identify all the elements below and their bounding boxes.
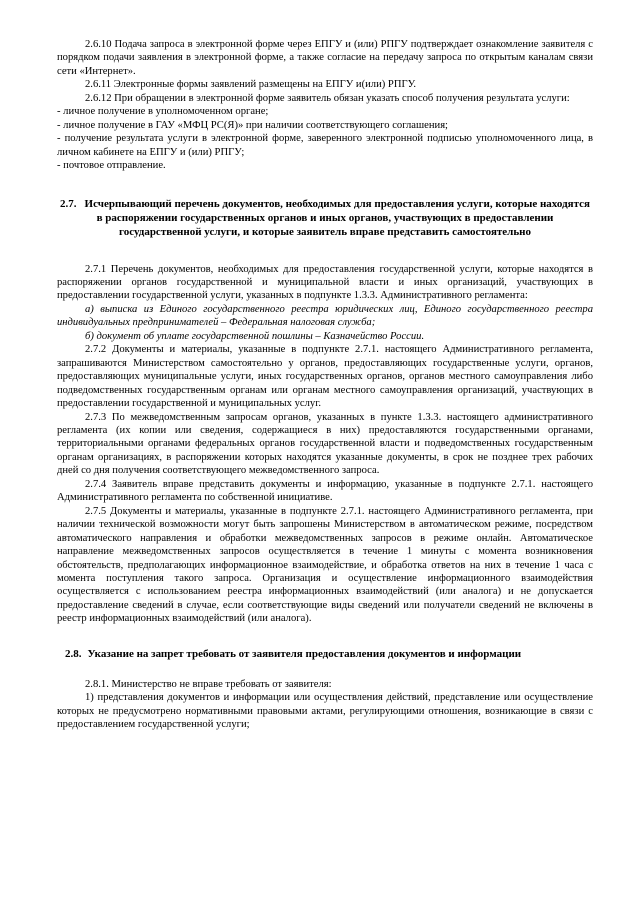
- section-title: Исчерпывающий перечень документов, необходимых для предоставления услуги, которые находятся в распоряжении государственных органов и иных органов, участвующих в предоставлении государственной услуги, и которые заявитель вправе представить самостоятельно: [84, 197, 590, 238]
- section-heading-2-8: [57, 647, 593, 661]
- para-2-6-12: 2.6.12 При обращении в электронной форме заявитель обязан указать способ получения результата услуги:: [85, 92, 570, 104]
- para-2-6-11: 2.6.11 Электронные формы заявлений размещены на ЕПГУ и(или) РПГУ.: [85, 79, 417, 91]
- section-title: Указание на запрет требовать от заявителя предоставления документов и информации: [87, 647, 522, 660]
- section-heading-2-7: [57, 197, 593, 239]
- para-2-8-1: 2.8.1. Министерство не вправе требовать от заявителя:: [85, 678, 332, 690]
- list-item-a: а) выписка из Единого государственного реестра юридических лиц, Единого государственного реестра индивидуальных предпринимателей – Федеральная налоговая служба;: [57, 303, 593, 329]
- list-item-b: б) документ об уплате государственной пошлины – Казначейство России.: [85, 330, 425, 342]
- para-2-7-2: 2.7.2 Документы и материалы, указанные в подпункте 2.7.1. настоящего Административного регламента, запрашиваются Министерством самостоятельно у органов, предоставляющих государственные услуги, органов, предоставляющих муниципальные услуги, иных государственных органов, органов местного самоуправления либо подведомственных государственным органам или органам местного самоуправления организаций, участвующих в предоставлении государственной и муниципальных услуг.: [57, 344, 593, 410]
- para-2-7-4: 2.7.4 Заявитель вправе представить документы и информацию, указанные в подпункте 2.7.1. настоящего Административного регламента по собственной инициативе.: [57, 478, 593, 504]
- para-2-6-10: 2.6.10 Подача запроса в электронной форме через ЕПГУ и (или) РПГУ подтверждает ознакомление заявителя с порядком подачи заявления в электронной форме, а также согласие на передачу запроса по открытым каналам связи сети «Интернет».: [57, 39, 593, 77]
- para-2-7-1: 2.7.1 Перечень документов, необходимых для предоставления государственной услуги, которые находятся в распоряжении органов государственной и муниципальной власти и иных организаций, участвующих в предоставлении государственной услуги, указанных в подпункте 1.3.3. Административного регламента:: [57, 263, 593, 302]
- section-number: 2.7.: [60, 197, 77, 210]
- delivery-option-4: - почтовое отправление.: [57, 160, 166, 172]
- delivery-option-1: - личное получение в уполномоченном органе;: [57, 106, 269, 118]
- para-2-7-5: 2.7.5 Документы и материалы, указанные в подпункте 2.7.1. настоящего Административного регламента, при наличии технической возможности могут быть запрошены Министерством в автоматическом режиме, посредством автоматического направления и обработки межведомственных запросов в режиме онлайн. Автоматическое направление межведомственных запросов осуществляется в течение 1 минуты с момента возникновения обстоятельств, предполагающих информационное взаимодействие, и обработка ответов на них в течение 1 часа с момента поступления такого запроса. Организация и осуществление информационного взаимодействия осуществляется с использованием реестра информационных взаимодействий (или аналога) и не допускается предоставление сведений в случае, если соответствующие виды сведений или получатели сведений не включены в реестр информационных взаимодействий (или аналога).: [57, 505, 593, 625]
- para-2-7-3: 2.7.3 По межведомственным запросам органов, указанных в пункте 1.3.3. настоящего административного регламента (их копии или сведения, содержащиеся в них) предоставляются государственными органами, территориальными органами федеральных органов государственной власти и подведомственных государственным органам организациях, в распоряжении которых находятся указанные документы, в срок не позднее трех рабочих дней со дня получения соответствующего межведомственного запроса.: [57, 411, 593, 477]
- section-number: 2.8.: [65, 647, 82, 660]
- para-2-8-1-item-1: 1) представления документов и информации или осуществления действий, представление или осуществление которых не предусмотрено нормативными правовыми актами, регулирующими отношения, возникающие в связи с предоставлением государственной услуги;: [57, 692, 593, 731]
- delivery-option-2: - личное получение в ГАУ «МФЦ РС(Я)» при наличии соответствующего соглашения;: [57, 119, 449, 131]
- delivery-option-3: - получение результата услуги в электронной форме, заверенного электронной подписью уполномоченного лица, в личном кабинете на ЕПГУ и (или) РПГУ;: [57, 133, 593, 158]
